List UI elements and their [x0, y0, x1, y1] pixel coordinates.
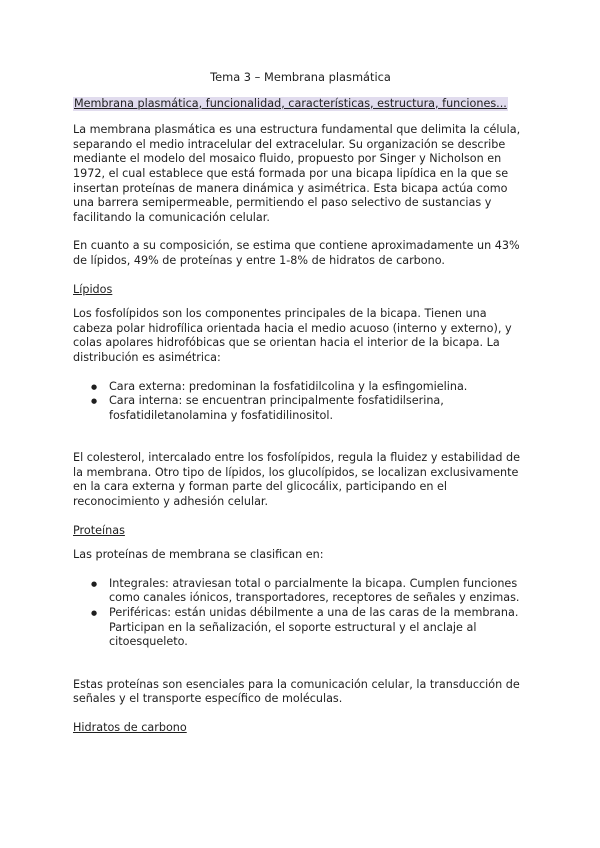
lipidos-paragraph: Los fosfolípidos son los componentes principales de la bicapa. Tienen una cabeza polar hidrofílica orientada hacia el medio acuoso (interno y externo), y colas apolares hidrofóbicas que se orientan hacia el interior de la bicapa. La distribución es asimétrica: — [73, 307, 512, 364]
section-heading-hidratos: Hidratos de carbono — [73, 721, 187, 734]
list-item: ● Cara externa: predominan la fosfatidilcolina y la esfingomielina. — [109, 380, 528, 395]
section-heading-proteinas: Proteínas — [73, 523, 125, 537]
list-item: ● Cara interna: se encuentran principalmente fosfatidilserina, fosfatidiletanolamina y fosfatidilinositol. — [109, 394, 528, 423]
intro-paragraph-1: La membrana plasmática es una estructura fundamental que delimita la célula, separando el medio intracelular del extracelular. Su organización se describe mediante el modelo del mosaico fluido, propuesto por Singer y Nicholson en 1972, el cual establece que está formada por una bicapa lipídica en la que se insertan proteínas de manera dinámica y asimétrica. Esta bicapa actúa como una barrera semipermeable, permitiendo el paso selectivo de sustancias y facilitando la comunicación celular. — [73, 123, 521, 224]
main-heading: Membrana plasmática, funcionalidad, características, estructura, funciones... — [74, 96, 507, 110]
lipidos-after-paragraph: El colesterol, intercalado entre los fosfolípidos, regula la fluidez y estabilidad de la membrana. Otro tipo de lípidos, los glucolípidos, se localizan exclusivamente en la cara externa y forman parte del glicocálix, participando en el reconocimiento y adhesión celular. — [73, 451, 521, 509]
lipidos-list — [73, 380, 528, 424]
document-title: Tema 3 – Membrana plasmática — [210, 70, 391, 84]
proteinas-after-paragraph: Estas proteínas son esenciales para la comunicación celular, la transducción de señales y el transporte específico de moléculas. — [73, 677, 520, 706]
list-item: ● Integrales: atraviesan total o parcialmente la bicapa. Cumplen funciones como canales iónicos, transportadores, receptores de señales y enzimas. — [109, 577, 528, 606]
section-heading-lipidos: Lípidos — [73, 282, 113, 296]
intro-paragraph-2: En cuanto a su composición, se estima que contiene aproximadamente un 43% de lípidos, 49% de proteínas y entre 1-8% de hidratos de carbono. — [73, 239, 520, 267]
list-item: ● Periféricas: están unidas débilmente a una de las caras de la membrana. Participan en la señalización, el soporte estructural y el anclaje al citoesqueleto. — [109, 606, 528, 650]
proteinas-list — [73, 577, 528, 650]
proteinas-paragraph: Las proteínas de membrana se clasifican en: — [73, 548, 324, 562]
